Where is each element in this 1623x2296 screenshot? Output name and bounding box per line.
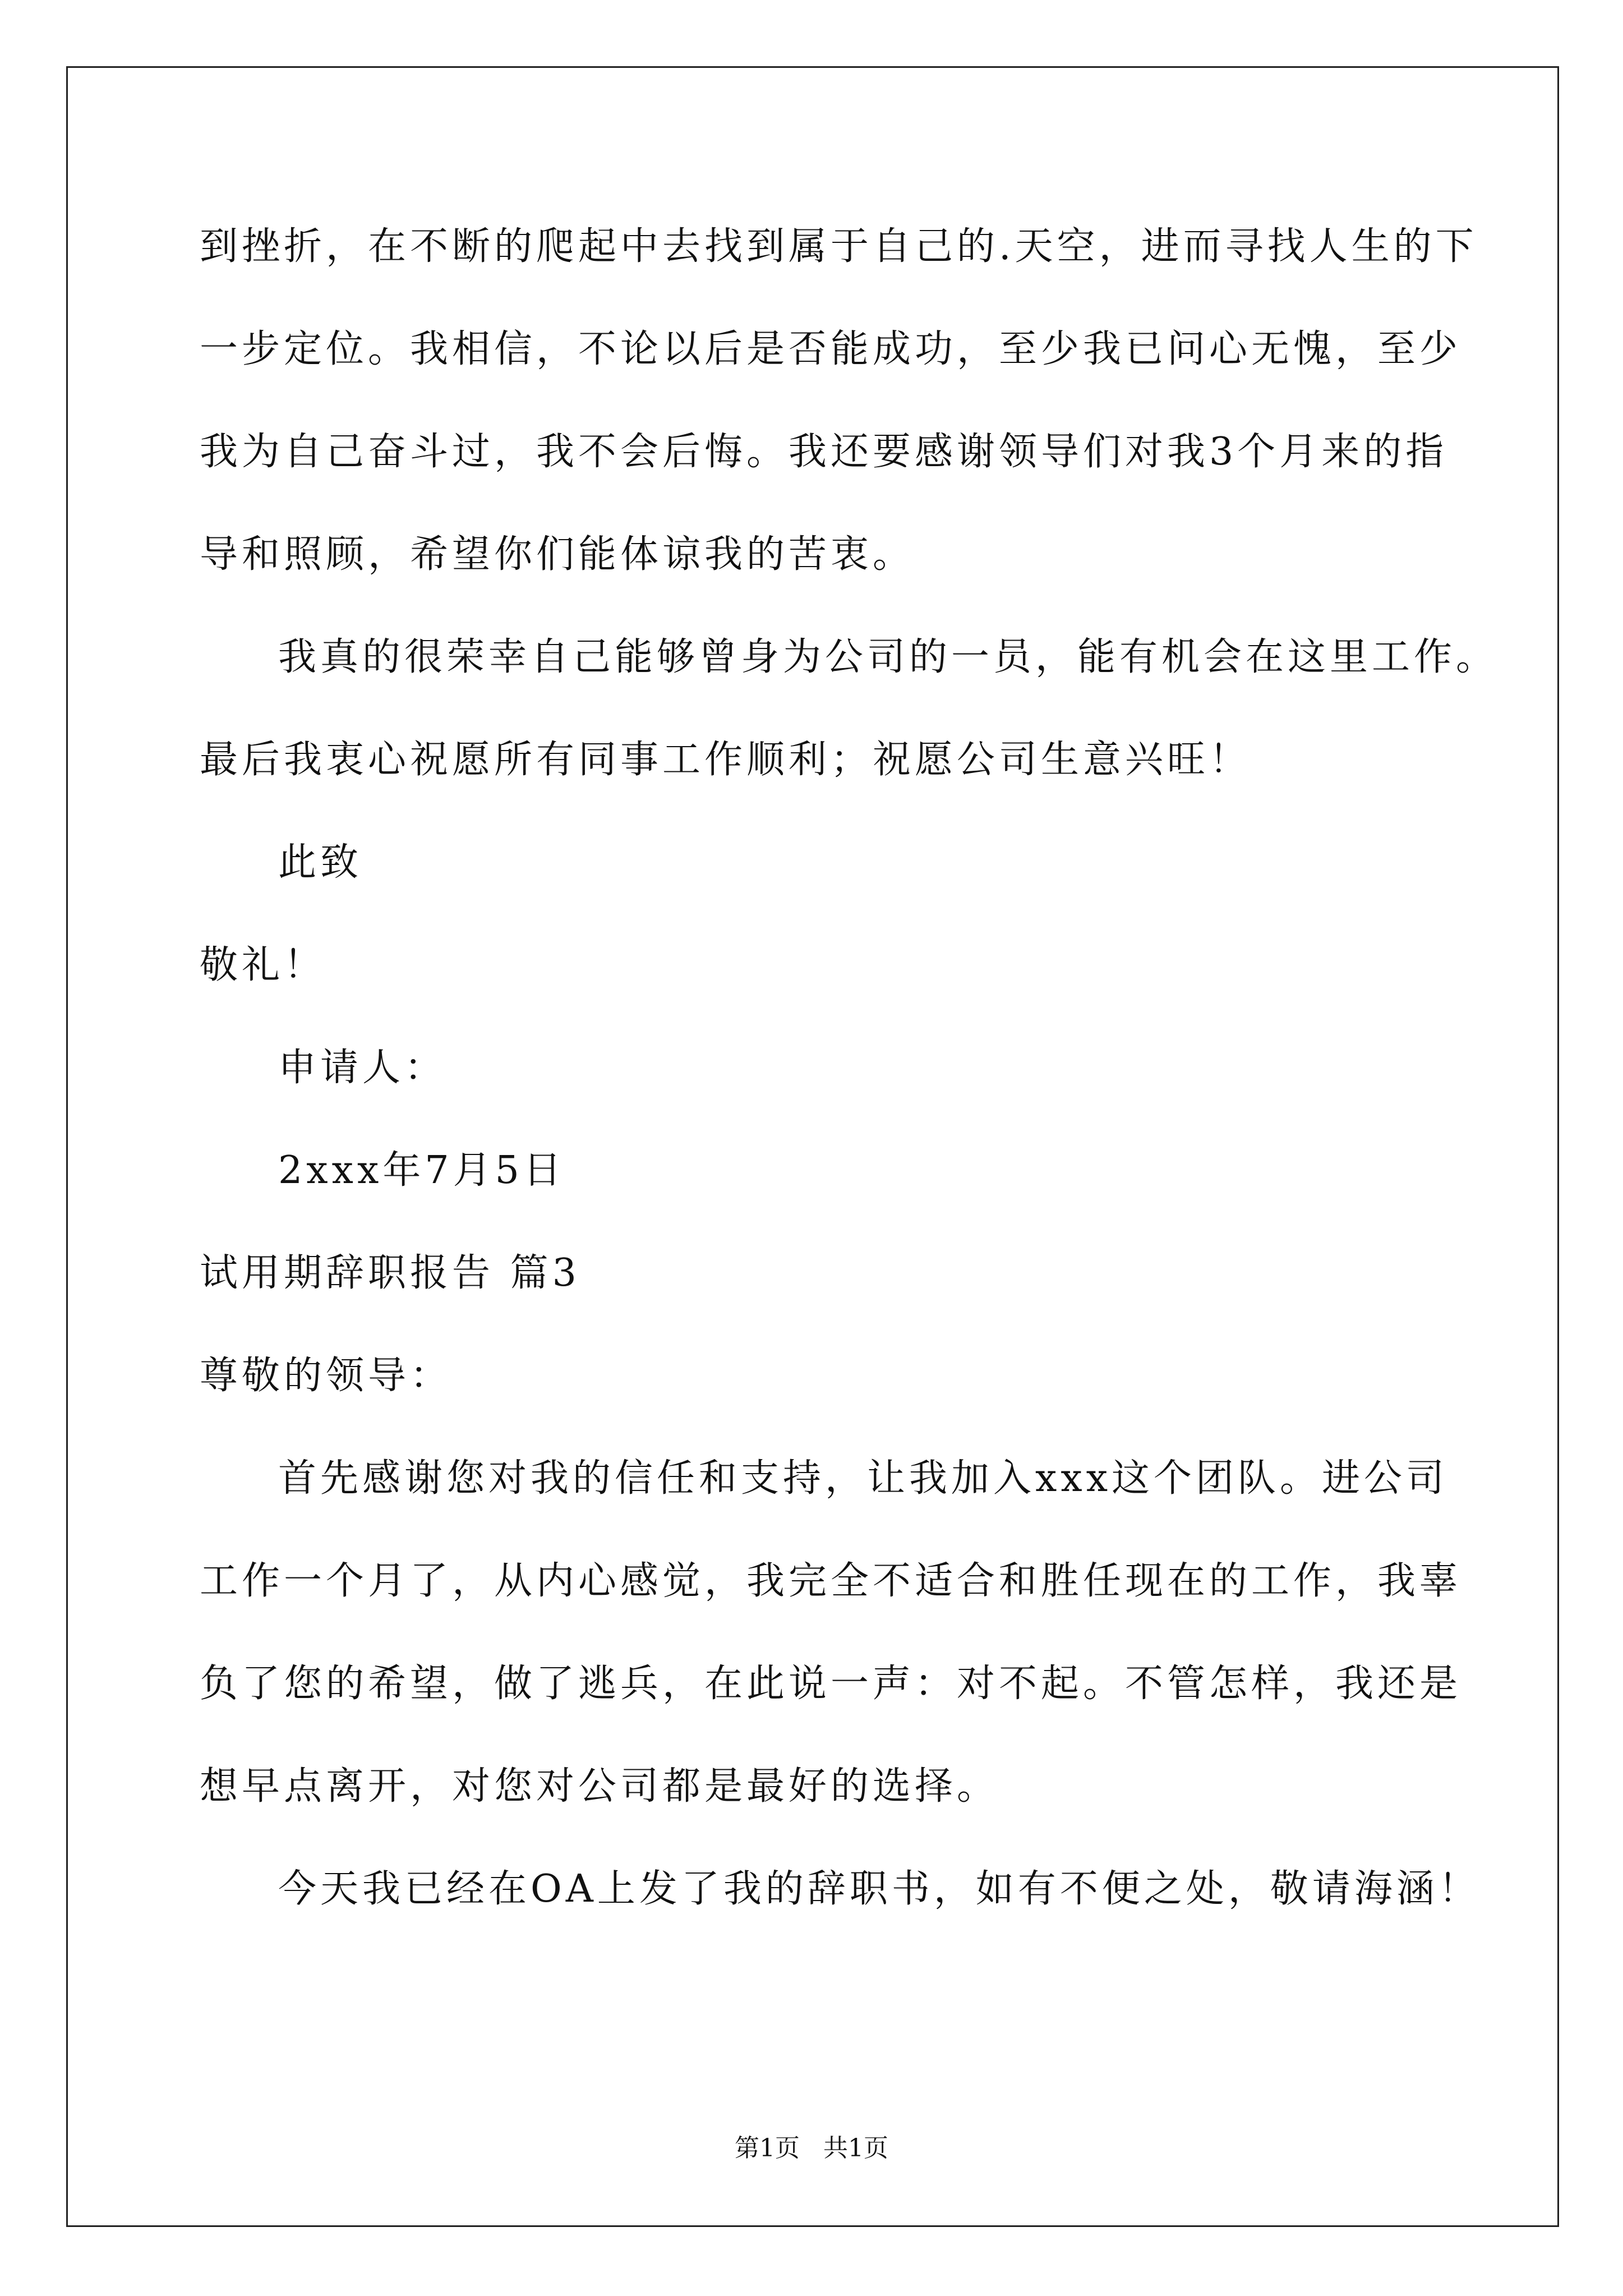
body-line-7: 首先感谢您对我的信任和支持，让我加入xxx这个团队。进公司 (278, 1456, 1449, 1501)
closing-regards: 敬礼！ (200, 943, 326, 987)
applicant-label: 申请人： (278, 1046, 447, 1090)
body-line-5: 我真的很荣幸自己能够曾身为公司的一员，能有机会在这里工作。 (278, 635, 1498, 679)
body-line-2: 一步定位。我相信，不论以后是否能成功，至少我已问心无愧，至少 (200, 327, 1462, 371)
section-heading: 试用期辞职报告 篇3 (200, 1251, 580, 1295)
greeting: 尊敬的领导： (200, 1354, 453, 1398)
body-line-11: 今天我已经在OA上发了我的辞职书，如有不便之处，敬请海涵！ (278, 1867, 1481, 1911)
body-line-4: 导和照顾，希望你们能体谅我的苦衷。 (200, 532, 915, 577)
body-line-9: 负了您的希望，做了逃兵，在此说一声：对不起。不管怎样，我还是 (200, 1662, 1462, 1706)
body-line-10: 想早点离开，对您对公司都是最好的选择。 (200, 1764, 999, 1809)
letter-date: 2xxx年7月5日 (278, 1148, 565, 1193)
body-line-3: 我为自己奋斗过，我不会后悔。我还要感谢领导们对我3个月来的指 (200, 430, 1448, 474)
body-line-1: 到挫折，在不断的爬起中去找到属于自己的.天空，进而寻找人生的下 (200, 224, 1478, 269)
body-line-6: 最后我衷心祝愿所有同事工作顺利；祝愿公司生意兴旺！ (200, 738, 1252, 782)
page-footer: 第1页 共1页 (735, 2134, 888, 2162)
body-line-8: 工作一个月了，从内心感觉，我完全不适合和胜任现在的工作，我辜 (200, 1559, 1462, 1603)
closing-salutation: 此致 (278, 840, 363, 885)
